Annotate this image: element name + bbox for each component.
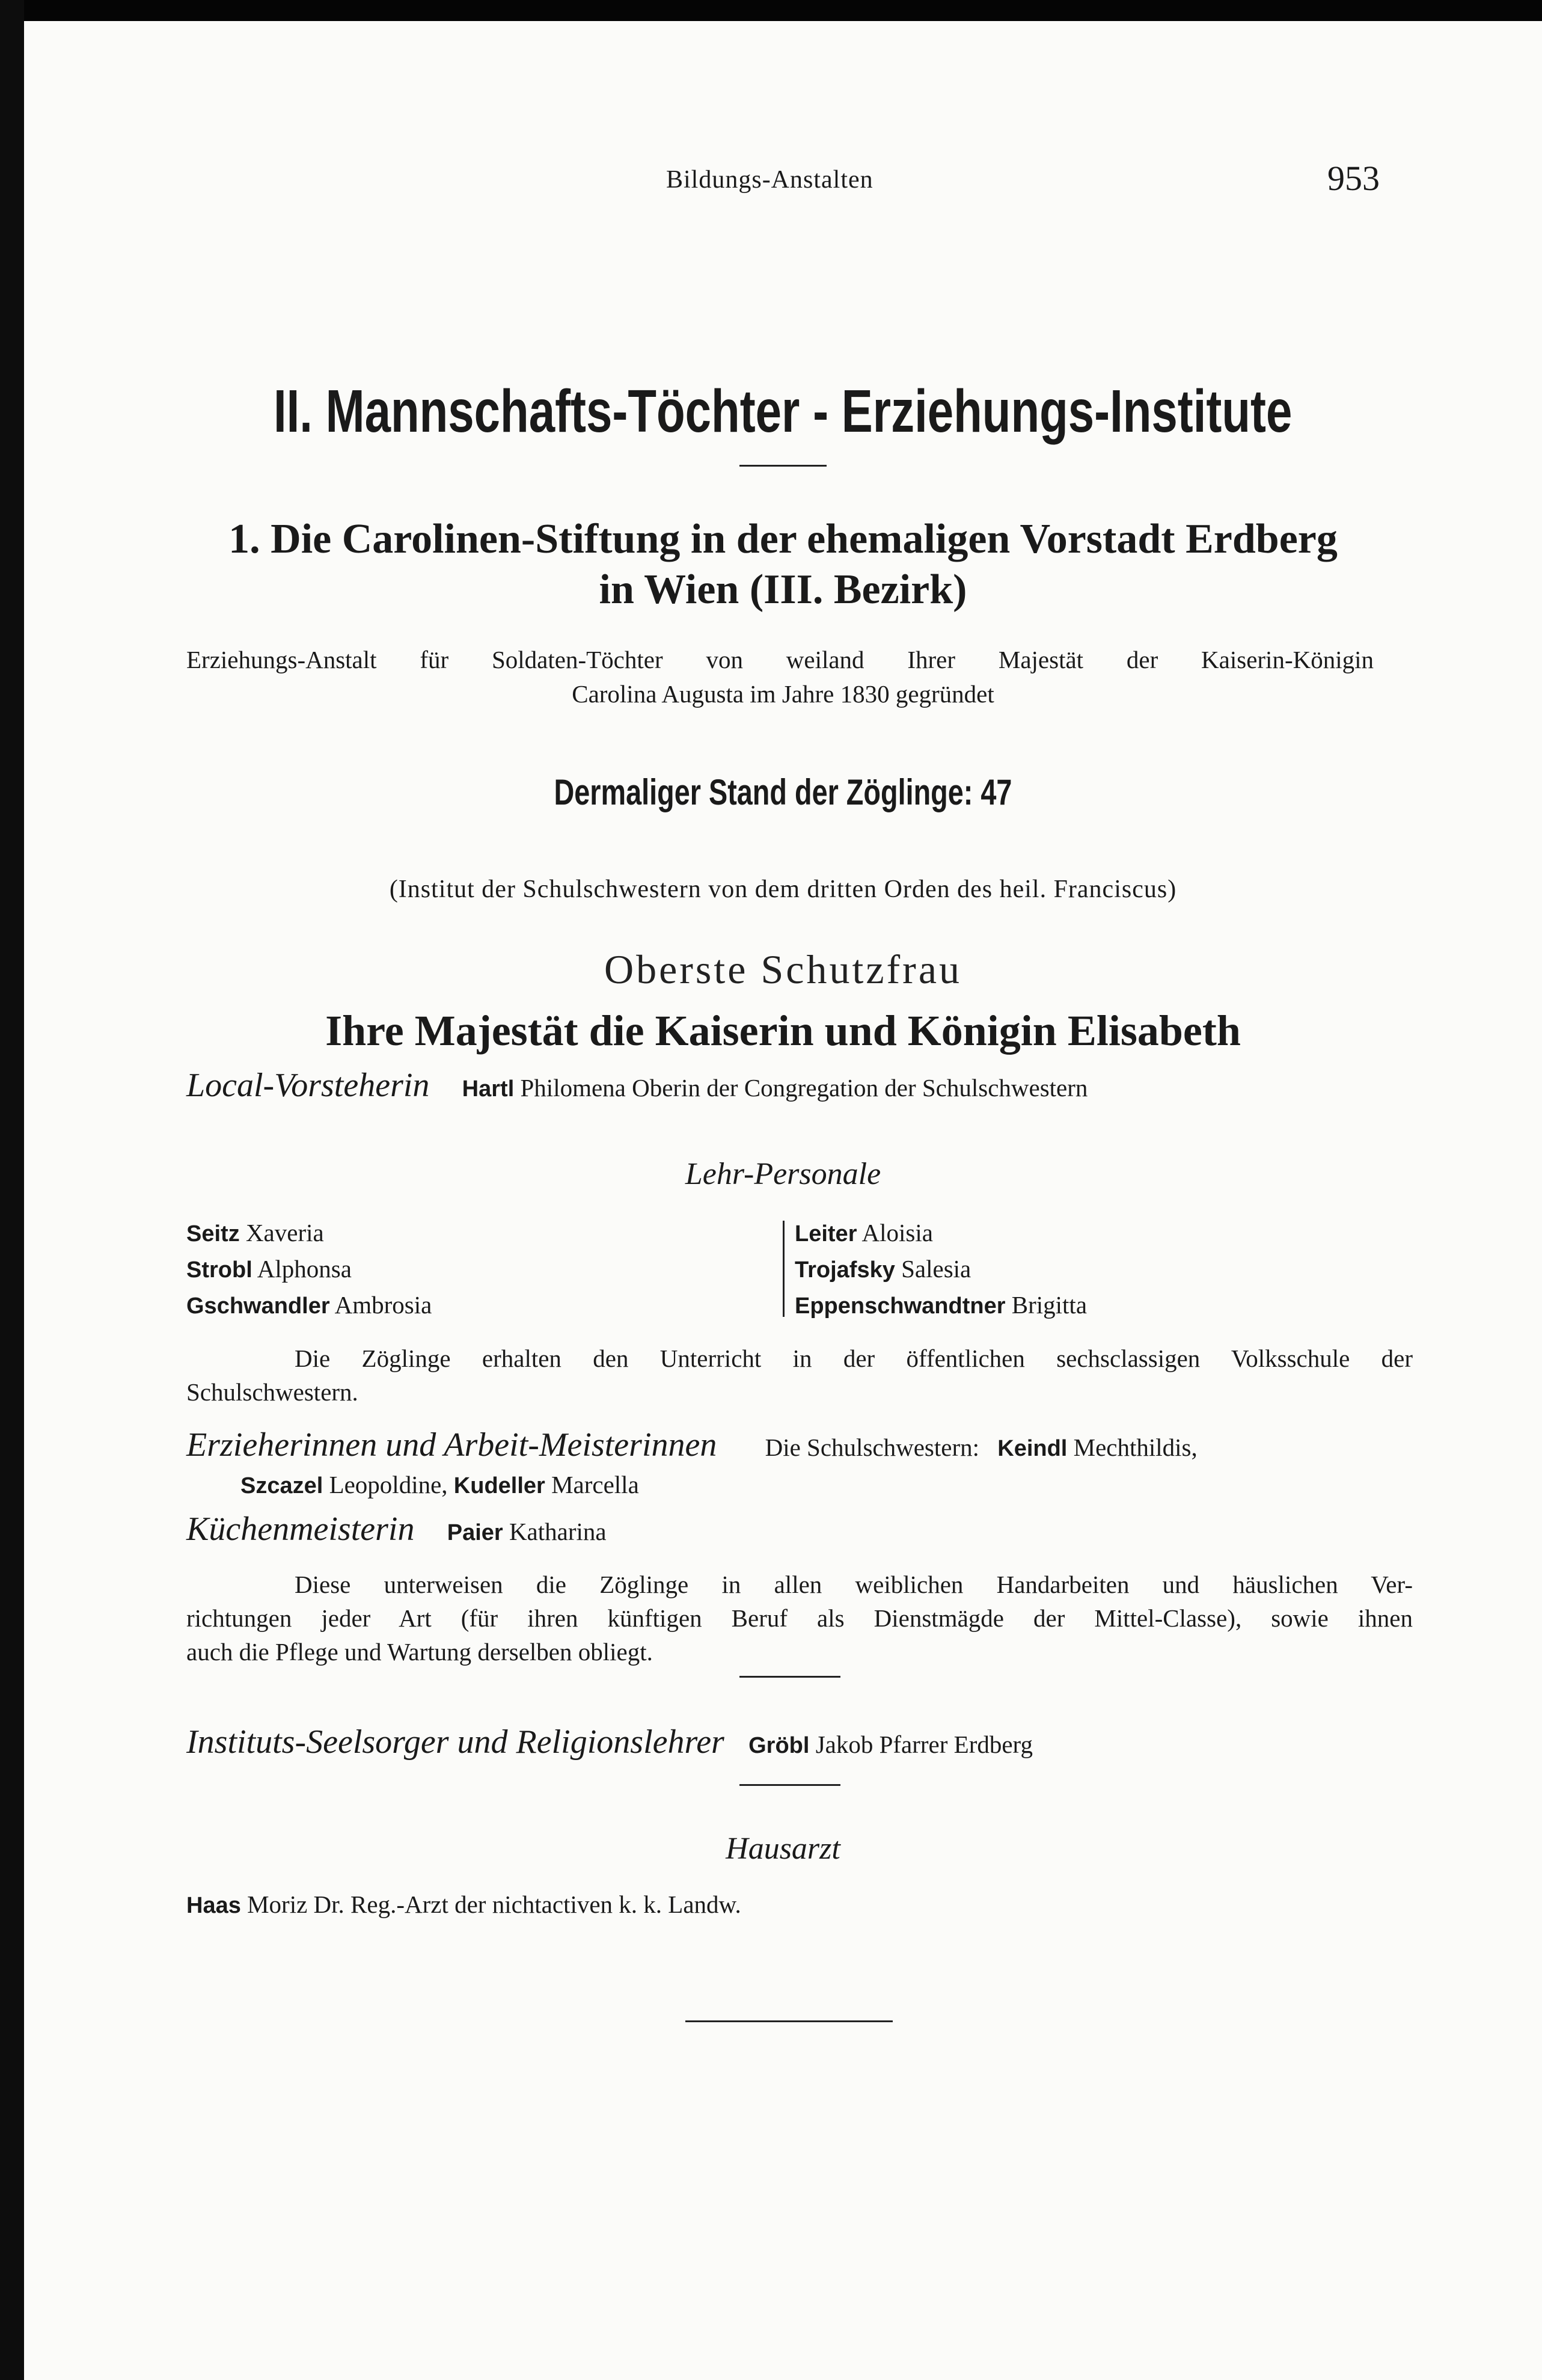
physician-heading: Hausarzt xyxy=(726,1832,840,1866)
staff-entry xyxy=(186,1251,432,1287)
column-divider xyxy=(783,1221,785,1317)
staff-first-name: Salesia xyxy=(901,1255,971,1283)
instruction-note-line2: Schulschwestern. xyxy=(186,1378,358,1406)
kitchen-row xyxy=(186,1510,607,1548)
closing-rule xyxy=(685,2020,893,2022)
page-number: 953 xyxy=(1327,159,1380,198)
section-title xyxy=(24,377,1542,446)
staff-first-name: Brigitta xyxy=(1011,1291,1088,1319)
physician-surname: Haas xyxy=(186,1893,241,1918)
staff-right-column xyxy=(795,1215,1087,1323)
staff-left-column xyxy=(186,1215,432,1323)
physician-rest: Moriz Dr. Reg.-Arzt der nichtactiven k. k. Landw. xyxy=(247,1891,741,1918)
local-head-label: Local-Vorsteherin xyxy=(186,1067,430,1104)
handwork-note-line1: Diese unterweisen die Zöglinge in allen weiblichen Handarbeiten und häuslichen Ver- xyxy=(295,1571,1413,1598)
patroness-name: Ihre Majestät die Kaiserin und Königin Elisabeth xyxy=(325,1007,1241,1055)
institution-title-line1: 1. Die Carolinen-Stiftung in der ehemaligen Vorstadt Erdberg xyxy=(228,516,1338,562)
institution-description-line2: Carolina Augusta im Jahre 1830 gegründet xyxy=(572,680,994,708)
educator-surname: Keindl xyxy=(997,1436,1068,1461)
running-title: Bildungs-Anstalten xyxy=(666,166,873,194)
staff-entry xyxy=(795,1287,1087,1323)
staff-surname: Leiter xyxy=(795,1221,857,1247)
kitchen-label: Küchenmeisterin xyxy=(186,1511,415,1548)
educator-surname: Szcazel xyxy=(240,1473,323,1498)
educators-row-2 xyxy=(240,1470,639,1499)
chaplain-label: Instituts-Seelsorger und Religionslehrer xyxy=(186,1723,724,1761)
chaplain-rest: Jakob Pfarrer Erdberg xyxy=(815,1731,1033,1758)
handwork-note-line2: richtungen jeder Art (für ihren künftigen Beruf als Dienstmägde der Mittel-Classe), sowie ihnen xyxy=(186,1604,1413,1632)
kitchen-first-name: Katharina xyxy=(509,1518,607,1545)
pupil-count-line xyxy=(554,771,1012,813)
staff-surname: Trojafsky xyxy=(795,1257,895,1283)
section-title-text: II. Mannschafts-Töchter - Erziehungs-Institute xyxy=(274,378,1293,445)
pupil-count-value: 47 xyxy=(981,772,1012,812)
educator-first-name: Leopoldine, xyxy=(329,1471,448,1498)
staff-entry xyxy=(795,1251,1087,1287)
staff-entry xyxy=(186,1287,432,1323)
order-note: (Institut der Schulschwestern von dem dritten Orden des heil. Franciscus) xyxy=(389,876,1177,903)
staff-entry xyxy=(795,1215,1087,1251)
kitchen-surname: Paier xyxy=(447,1520,503,1545)
pupil-count xyxy=(24,771,1542,813)
educators-intro: Die Schulschwestern: xyxy=(765,1434,979,1461)
staff-first-name: Xaveria xyxy=(245,1219,324,1247)
physician-row xyxy=(186,1890,741,1919)
educator-first-name: Marcella xyxy=(551,1471,639,1498)
patroness-heading: Oberste Schutzfrau xyxy=(604,946,962,992)
educator-first-name: Mechthildis, xyxy=(1073,1434,1198,1461)
staff-first-name: Ambrosia xyxy=(334,1291,432,1319)
chaplain-surname: Gröbl xyxy=(748,1733,810,1758)
local-head-row xyxy=(186,1066,1088,1105)
scan-left-border xyxy=(0,0,24,2380)
chaplain-row xyxy=(186,1723,1033,1761)
pupil-count-label: Dermaliger Stand der Zöglinge: xyxy=(554,772,973,812)
teaching-staff-heading: Lehr-Personale xyxy=(685,1157,881,1191)
staff-first-name: Alphonsa xyxy=(257,1255,352,1283)
staff-first-name: Aloisia xyxy=(861,1219,933,1247)
staff-surname: Gschwandler xyxy=(186,1293,330,1319)
handwork-note-line3: auch die Pflege und Wartung derselben obliegt. xyxy=(186,1638,653,1666)
instruction-note-line1: Die Zöglinge erhalten den Unterricht in der öffentlichen sechsclassigen Volksschule der xyxy=(295,1345,1413,1372)
institution-description-line1: Erziehungs-Anstalt für Soldaten-Töchter von weiland Ihrer Majestät der Kaiserin-Königin xyxy=(186,646,1374,673)
local-head-rest: Philomena Oberin der Congregation der Schulschwestern xyxy=(520,1074,1088,1102)
educator-surname: Kudeller xyxy=(453,1473,545,1498)
staff-surname: Seitz xyxy=(186,1221,240,1247)
staff-entry xyxy=(186,1215,432,1251)
book-page xyxy=(24,21,1542,2380)
local-head-surname: Hartl xyxy=(462,1076,515,1102)
divider xyxy=(739,1784,840,1786)
divider xyxy=(739,465,827,467)
educators-row xyxy=(186,1426,1198,1464)
staff-surname: Strobl xyxy=(186,1257,252,1283)
educators-label: Erzieherinnen und Arbeit-Meisterinnen xyxy=(186,1426,717,1464)
divider xyxy=(739,1676,840,1678)
institution-title-line2: in Wien (III. Bezirk) xyxy=(599,566,967,613)
staff-surname: Eppenschwandtner xyxy=(795,1293,1006,1319)
scan-top-border xyxy=(0,0,1542,21)
